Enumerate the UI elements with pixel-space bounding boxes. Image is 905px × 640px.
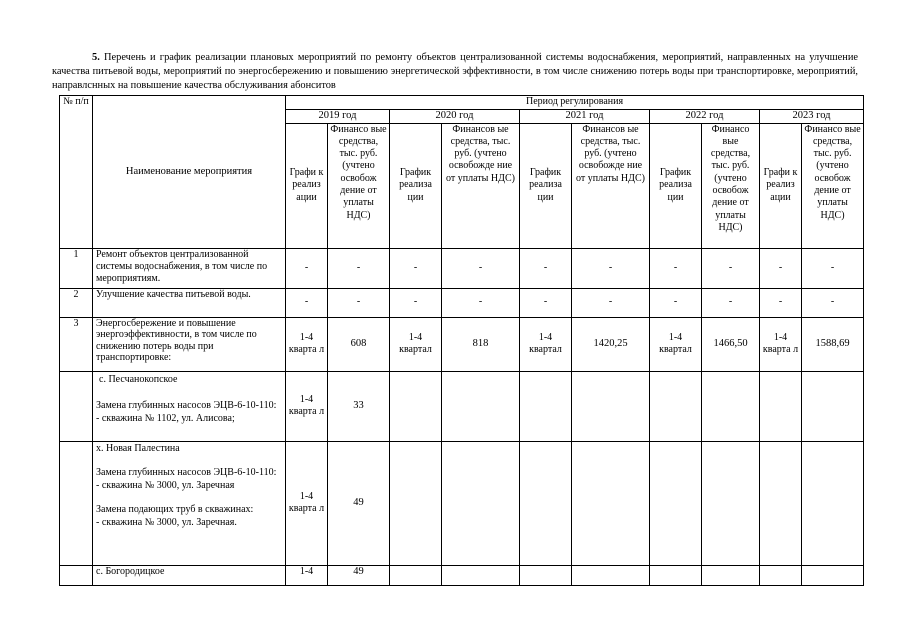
empty-cell [520,371,572,441]
empty-cell [442,565,520,585]
cell: - [520,288,572,317]
cell: - [802,248,864,288]
empty-cell [650,371,702,441]
table-row [60,248,864,288]
table-row [60,371,864,441]
cell: 1588,69 [802,317,864,371]
cell: 1-4 [286,565,328,585]
empty-cell [802,565,864,585]
cell: - [328,248,390,288]
empty-cell [60,371,93,441]
row-name: Энергосбережение и повышение энергоэффективности, в том числе по снижению потерь воды при транспортировке: [93,317,286,371]
empty-cell [390,441,442,565]
cell: 1-4 кварта л [286,371,328,441]
subrow-line: Замена глубинных насосов ЭЦВ-6-10-110: [96,467,277,478]
empty-cell [390,565,442,585]
cell: - [442,288,520,317]
cell: - [760,248,802,288]
row-name: Улучшение качества питьевой воды. [93,288,286,317]
cell: - [442,248,520,288]
cell: - [760,288,802,317]
finance-header-2022: Финансо вые средства, тыс. руб. (учтено освобож дение от уплаты НДС) [702,123,760,248]
cell: - [572,248,650,288]
subrow-line: - скважина № 1102, ул. Алисова; [96,412,235,424]
cell: - [286,248,328,288]
schedule-header-2019: Графи к реализ ации [286,123,328,248]
empty-cell [60,441,93,565]
measures-table [59,95,864,586]
table-row [60,317,864,371]
year-2021: 2021 год [520,109,650,123]
cell: - [520,248,572,288]
subrow-line: - скважина № 3000, ул. Заречная [96,479,235,491]
cell: - [702,288,760,317]
table-row [60,565,864,585]
subrow-description [93,371,286,441]
subrow-line: Замена глубинных насосов ЭЦВ-6-10-110: [96,399,277,411]
empty-cell [442,371,520,441]
schedule-header-2023: Графи к реализ ации [760,123,802,248]
cell: 608 [328,317,390,371]
empty-cell [650,441,702,565]
finance-header-2020: Финансов ые средства, тыс. руб. (учтено освобожде ние от уплаты НДС) [442,123,520,248]
subrow-line: Замена подающих труб в скважинах: [96,504,254,515]
cell: 49 [328,565,390,585]
cell: 1-4 кварта л [286,317,328,371]
row-number: 2 [60,288,93,317]
section-number: 5. [92,52,100,63]
cell: 818 [442,317,520,371]
year-2022: 2022 год [650,109,760,123]
empty-cell [572,441,650,565]
subrow-line: - скважина № 3000, ул. Заречная. [96,516,237,528]
finance-header-2021: Финансов ые средства, тыс. руб. (учтено освобожде ние от уплаты НДС) [572,123,650,248]
empty-cell [760,371,802,441]
header-name: Наименование мероприятия [93,96,286,249]
row-number: 1 [60,248,93,288]
empty-cell [442,441,520,565]
empty-cell [802,371,864,441]
subrow-description [93,441,286,565]
empty-cell [572,371,650,441]
empty-cell [760,565,802,585]
cell: - [702,248,760,288]
cell: 1420,25 [572,317,650,371]
header-number: № п/п [60,96,93,249]
empty-cell [760,441,802,565]
cell: 1466,50 [702,317,760,371]
row-number: 3 [60,317,93,371]
empty-cell [702,565,760,585]
row-name: Ремонт объектов централизованной системы водоснабжения, в том числе по мероприятиям. [93,248,286,288]
cell: - [390,288,442,317]
schedule-header-2020: График реализа ции [390,123,442,248]
empty-cell [650,565,702,585]
cell: - [802,288,864,317]
cell: - [286,288,328,317]
empty-cell [520,565,572,585]
year-2019: 2019 год [286,109,390,123]
year-2020: 2020 год [390,109,520,123]
table-row [60,288,864,317]
cell: 1-4 квартал [520,317,572,371]
cell: - [650,248,702,288]
subrow-place: с. Богородицкое [93,565,286,585]
section-title: Перечень и график реализации плановых мероприятий по ремонту объектов централизованной системы водоснабжения, мероприятий, направленных на улучшение качества питьевой воды, мероприятий по энергосбережению и повышению энергетической эффективности, в том числе снижению потерь воды при транспортировке, мероприятий, направлснных на повышение качества обслуживания абонситов [52,52,858,91]
cell: - [650,288,702,317]
empty-cell [802,441,864,565]
cell: - [390,248,442,288]
schedule-header-2022: График реализа ции [650,123,702,248]
subrow-place: х. Новая Палестина [96,442,180,454]
cell: 1-4 квартал [650,317,702,371]
subrow-place: с. Песчанокопское [99,373,178,385]
cell: 49 [328,441,390,565]
empty-cell [520,441,572,565]
empty-cell [702,441,760,565]
finance-header-2023: Финансо вые средства, тыс. руб. (учтено освобож дение от уплаты НДС) [802,123,864,248]
cell: 1-4 кварта л [286,441,328,565]
section-heading [52,51,858,93]
schedule-header-2021: График реализа ции [520,123,572,248]
cell: - [328,288,390,317]
cell: 33 [328,371,390,441]
table-row [60,441,864,565]
empty-cell [390,371,442,441]
empty-cell [60,565,93,585]
header-period: Период регулирования [286,96,864,110]
finance-header-2019: Финансо вые средства, тыс. руб. (учтено освобож дение от уплаты НДС) [328,123,390,248]
empty-cell [572,565,650,585]
cell: - [572,288,650,317]
year-2023: 2023 год [760,109,864,123]
cell: 1-4 квартал [390,317,442,371]
cell: 1-4 кварта л [760,317,802,371]
empty-cell [702,371,760,441]
